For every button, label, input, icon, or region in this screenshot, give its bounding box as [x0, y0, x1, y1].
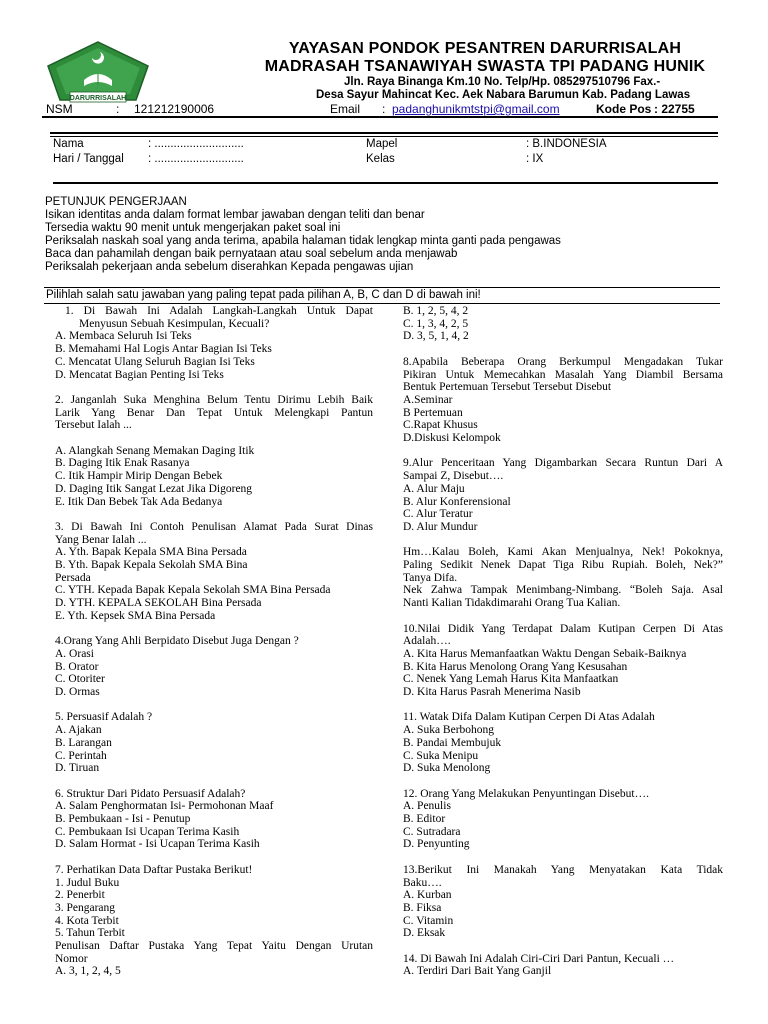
question-line: E. Itik Dan Bebek Tak Ada Bedanya: [55, 495, 223, 508]
instruction-box: Pilihlah salah satu jawaban yang paling tepat pada pilihan A, B, C dan D di bawah ini!: [44, 287, 720, 304]
info-top-rule-thin: [50, 136, 718, 137]
question-line: Penulisan Daftar Pustaka Yang Tepat Yaitu Dengan Urutan: [55, 940, 373, 953]
spacer: [55, 851, 373, 864]
question-line: 12. Orang Yang Melakukan Penyuntingan Disebut….: [403, 787, 649, 800]
question-line: D. Kita Harus Pasrah Menerima Nasib: [403, 686, 581, 699]
question-line: C. YTH. Kepada Bapak Kepala Sekolah SMA Bina Persada: [55, 584, 331, 597]
question-line: D. Alur Mundur: [403, 520, 478, 533]
question-line: C. Mencatat Ulang Seluruh Bagian Isi Teks: [55, 355, 255, 368]
address-line-2: Desa Sayur Mahincat Kec. Aek Nabara Barumun Kab. Padang Lawas: [316, 89, 691, 101]
question-line: Tersebut Ialah ...: [55, 419, 132, 432]
question-line: A. Kurban: [403, 889, 452, 902]
spacer: [403, 343, 723, 356]
info-top-rule: [50, 132, 718, 134]
question-line: C.Rapat Khusus: [403, 419, 478, 432]
question-line: D. 3, 5, 1, 4, 2: [403, 330, 469, 343]
question-line: Nomor: [55, 952, 88, 965]
question-line: A. Alur Maju: [403, 482, 465, 495]
question-line: 5. Persuasif Adalah ?: [55, 711, 153, 724]
spacer: [403, 851, 723, 864]
question-line: C. Alur Teratur: [403, 508, 473, 521]
question-line: A. Alangkah Senang Memakan Daging Itik: [55, 444, 255, 457]
question-line: Hm…Kalau Boleh, Kami Akan Menjualnya, Nek! Pokoknya,: [403, 546, 723, 559]
question-line: B. 1, 2, 5, 4, 2: [403, 305, 469, 317]
info-bottom-rule: [53, 182, 718, 184]
question-line: 4. Kota Terbit: [55, 914, 119, 927]
question-line: 5. Tahun Terbit: [55, 927, 125, 940]
question-line: Nek Zahwa Tampak Menimbang-Nimbang. “Boleh Saja. Asal: [403, 584, 723, 597]
kelas-label: Kelas: [366, 153, 395, 165]
question-line: Yang Benar Ialah ...: [55, 533, 147, 546]
petunjuk-section: [45, 196, 561, 274]
email-sep: :: [382, 102, 386, 116]
spacer: [55, 775, 373, 788]
question-line: B. Pembukaan - Isi - Penutup: [55, 813, 191, 826]
question-line: B. Kita Harus Menolong Orang Yang Kesusahan: [403, 660, 628, 673]
question-line: D. Salam Hormat - Isi Ucapan Terima Kasih: [55, 838, 260, 851]
question-line: Bentuk Pertemuan Tersebut Tersebut Disebut: [403, 381, 612, 394]
question-line: C. Vitamin: [403, 914, 454, 927]
right-column: [403, 305, 723, 978]
spacer: [403, 610, 723, 623]
question-line: D. Penyunting: [403, 838, 470, 851]
question-line: A. Membaca Seluruh Isi Teks: [55, 330, 192, 343]
question-line: A. Ajakan: [55, 724, 102, 737]
question-line: D. Eksak: [403, 927, 446, 940]
spacer: [55, 432, 373, 445]
question-line: 10.Nilai Didik Yang Terdapat Dalam Kutipan Cerpen Di Atas: [403, 622, 723, 635]
question-line: 3. Pengarang: [55, 901, 116, 914]
question-line: A. Orasi: [55, 647, 94, 660]
question-line: A. 3, 1, 2, 4, 5: [55, 965, 121, 978]
spacer: [403, 534, 723, 547]
spacer: [403, 699, 723, 712]
question-line: Tanya Difa.: [403, 571, 458, 584]
question-line: Sampai Z, Disebut….: [403, 470, 504, 483]
question-line: B. Pandai Membujuk: [403, 736, 502, 749]
question-line: C. Suka Menipu: [403, 749, 479, 762]
question-line: C. Sutradara: [403, 825, 461, 838]
question-line: 7. Perhatikan Data Daftar Pustaka Berikut!: [55, 863, 253, 876]
mapel-label: Mapel: [366, 138, 398, 150]
petunjuk-title: PETUNJUK PENGERJAAN: [45, 196, 187, 208]
question-line: D. Daging Itik Sangat Lezat Jika Digoreng: [55, 482, 253, 495]
question-line: 6. Struktur Dari Pidato Persuasif Adalah?: [55, 787, 246, 800]
spacer: [55, 508, 373, 521]
question-line: B. Memahami Hal Logis Antar Bagian Isi Teks: [55, 343, 272, 356]
question-line: 2. Janganlah Suka Menghina Belum Tentu Dirimu Lebih Baik: [55, 393, 373, 406]
question-line: 13.Berikut Ini Manakah Yang Menyatakan Kata Tidak: [403, 863, 723, 876]
petunjuk-line: Isikan identitas anda dalam format lembar jawaban dengan teliti dan benar: [45, 209, 425, 221]
question-line: Nanti Kalian Tidakdimarahi Orang Tua Kalian.: [403, 597, 621, 610]
question-line: 8.Apabila Beberapa Orang Berkumpul Mengadakan Tukar: [403, 355, 723, 368]
question-line: B. Alur Konferensional: [403, 495, 511, 508]
foundation-title: YAYASAN PONDOK PESANTREN DARURRISALAH: [288, 40, 682, 57]
question-line: A. Terdiri Dari Bait Yang Ganjil: [403, 965, 552, 978]
question-line: Adalah….: [403, 635, 451, 648]
kodepos-value: : 22755: [654, 102, 695, 116]
question-line: C. Pembukaan Isi Ucapan Terima Kasih: [55, 825, 240, 838]
nsm-sep: :: [116, 102, 120, 116]
spacer: [55, 623, 373, 636]
question-line: C. Otoriter: [55, 673, 105, 686]
question-line: A. Penulis: [403, 800, 451, 813]
hari-label: Hari / Tanggal: [53, 153, 124, 165]
question-line: Pikiran Untuk Memecahkan Masalah Yang Diambil Bersama: [403, 368, 723, 381]
nama-label: Nama: [53, 138, 84, 150]
question-line: 1. Judul Buku: [55, 876, 120, 889]
question-line: D. Suka Menolong: [403, 762, 491, 775]
email-label: Email: [330, 102, 361, 116]
spacer: [55, 699, 373, 712]
question-line: B. Orator: [55, 660, 99, 673]
spacer: [403, 940, 723, 953]
question-line: Larik Yang Benar Dan Tepat Untuk Melengkapi Pantun: [55, 406, 373, 419]
question-line: B. Fiksa: [403, 901, 442, 914]
question-line: A. Kita Harus Memanfaatkan Waktu Dengan Sebaik-Baiknya: [403, 647, 687, 660]
question-line: C. 1, 3, 4, 2, 5: [403, 317, 469, 330]
question-line: A. Suka Berbohong: [403, 724, 495, 737]
spacer: [403, 445, 723, 458]
question-line: B. Daging Itik Enak Rasanya: [55, 457, 190, 470]
question-line: A. Salam Penghormatan Isi- Permohonan Maaf: [55, 800, 274, 813]
mapel-value: : B.INDONESIA: [526, 138, 607, 150]
spacer: [403, 775, 723, 788]
question-line: D. Ormas: [55, 686, 100, 699]
petunjuk-line: Tersedia waktu 90 menit untuk mengerjakan paket soal ini: [45, 222, 341, 234]
hari-field[interactable]: : ............................: [148, 153, 244, 165]
question-line: D. Mencatat Bagian Penting Isi Teks: [55, 368, 224, 381]
kelas-value: : IX: [526, 153, 544, 165]
question-line: D. YTH. KEPALA SEKOLAH Bina Persada: [55, 597, 262, 610]
question-line: Baku….: [403, 876, 442, 889]
question-line: D. Tiruan: [55, 762, 100, 775]
school-logo: [44, 38, 152, 110]
question-line: D.Diskusi Kelompok: [403, 432, 501, 445]
question-line: 11. Watak Difa Dalam Kutipan Cerpen Di Atas Adalah: [403, 711, 655, 724]
nsm-label: NSM: [46, 102, 73, 116]
question-line: E. Yth. Kepsek SMA Bina Persada: [55, 609, 216, 622]
email-link[interactable]: padanghunikmtstpi@gmail.com: [392, 102, 560, 116]
nama-field[interactable]: : ............................: [148, 138, 244, 150]
question-line: 9.Alur Penceritaan Yang Digambarkan Secara Runtun Dari A: [403, 457, 723, 470]
question-line: Menyusun Sebuah Kesimpulan, Kecuali?: [79, 317, 270, 330]
question-line: Persada: [55, 571, 91, 584]
question-line: B. Yth. Bapak Kepala Sekolah SMA Bina: [55, 559, 248, 572]
petunjuk-line: Baca dan pahamilah dengan baik pernyataan atau soal sebelum anda menjawab: [45, 248, 458, 260]
nsm-value: 121212190006: [134, 102, 215, 116]
question-line: A. Yth. Bapak Kepala SMA Bina Persada: [55, 546, 247, 559]
question-line: 1. Di Bawah Ini Adalah Langkah-Langkah Untuk Dapat: [65, 305, 373, 317]
question-line: A.Seminar: [403, 393, 453, 406]
question-line: C. Itik Hampir Mirip Dengan Bebek: [55, 470, 223, 483]
school-title: MADRASAH TSANAWIYAH SWASTA TPI PADANG HUNIK: [264, 58, 706, 75]
question-line: 3. Di Bawah Ini Contoh Penulisan Alamat Pada Surat Dinas: [55, 520, 373, 533]
petunjuk-line: Periksalah pekerjaan anda sebelum diserahkan Kepada pengawas ujian: [45, 261, 414, 273]
question-line: C. Nenek Yang Lemah Harus Kita Manfaatkan: [403, 673, 619, 686]
header-rule: [42, 116, 718, 118]
question-line: 4.Orang Yang Ahli Berpidato Disebut Juga Dengan ?: [55, 635, 299, 648]
question-line: B Pertemuan: [403, 406, 463, 419]
petunjuk-line: Periksalah naskah soal yang anda terima, apabila halaman tidak lengkap minta ganti pada pengawas: [45, 235, 561, 247]
question-line: B. Editor: [403, 813, 446, 826]
spacer: [55, 381, 373, 394]
left-column: [55, 305, 373, 978]
question-line: Paling Sedikit Nenek Dapat Tiga Ribu Rupiah. Boleh, Nek?”: [403, 559, 723, 572]
logo-text: DARURRISALAH: [69, 95, 127, 102]
question-line: B. Larangan: [55, 736, 112, 749]
question-line: C. Perintah: [55, 749, 107, 762]
kodepos-label: Kode Pos: [596, 102, 652, 116]
address-line-1: Jln. Raya Binanga Km.10 No. Telp/Hp. 085297510796 Fax.-: [344, 76, 661, 88]
question-line: 2. Penerbit: [55, 889, 105, 902]
question-line: 14. Di Bawah Ini Adalah Ciri-Ciri Dari Pantun, Kecuali …: [403, 952, 675, 965]
